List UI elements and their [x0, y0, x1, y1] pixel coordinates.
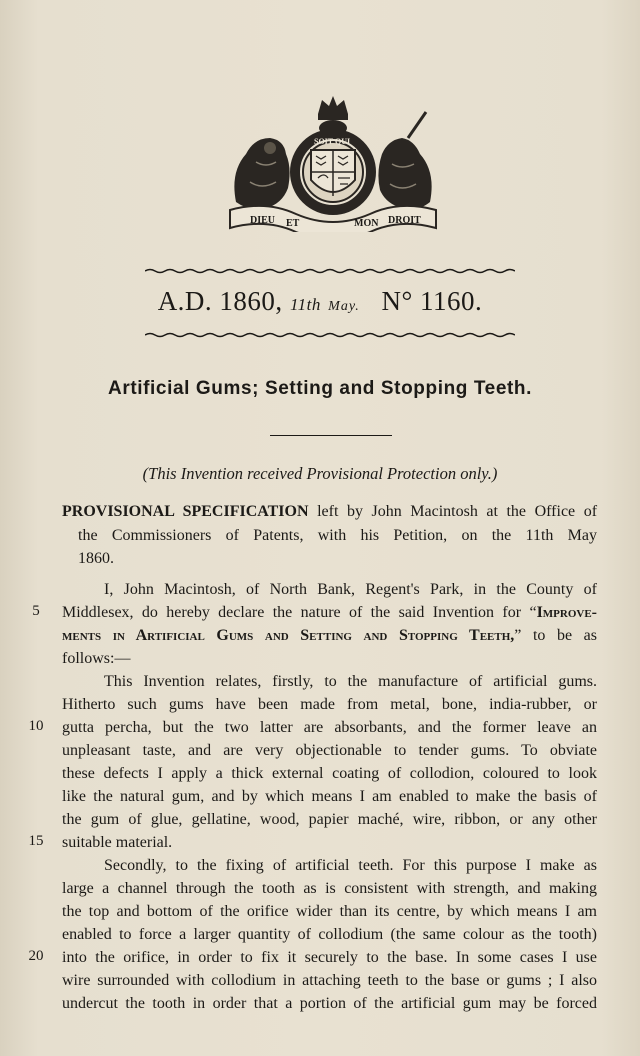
document-title: Artificial Gums; Setting and Stopping Teeth.	[108, 378, 532, 399]
body-text: ” to be as	[514, 627, 597, 644]
invention-title-part: Improve-	[536, 604, 597, 621]
body-line: suitable material.	[62, 834, 173, 851]
body-line: the top and bottom of the orifice wider than its centre, by which means I am	[62, 903, 597, 920]
body-text: Middlesex, do hereby declare the nature of the said Invention for “	[62, 604, 537, 621]
svg-text:ET: ET	[286, 218, 300, 229]
body-line: Hitherto such gums have been made from metal, bone, india-rubber, or	[62, 696, 597, 713]
body-line: into the orifice, in order to fix it securely to the base. In some cases I use	[62, 949, 597, 966]
body-line: these defects I apply a thick external coating of collodion, coloured to look	[62, 765, 597, 782]
spec-line-2: the Commissioners of Patents, with his Petition, on the 11th May	[78, 527, 597, 544]
provisional-note: (This Invention received Provisional Protection only.)	[142, 464, 498, 483]
spec-heading: PROVISIONAL SPECIFICATION	[62, 503, 309, 520]
body-line: wire surrounded with collodium in attaching teeth to the base or gums ; I also	[62, 972, 597, 989]
svg-text:DIEU: DIEU	[250, 215, 276, 226]
patent-header	[0, 286, 640, 317]
body-line: unpleasant taste, and are very objectionable to tender gums. To obviate	[62, 742, 597, 759]
body-line	[62, 601, 597, 624]
line-number: 10	[28, 718, 44, 734]
body-line: large a channel through the tooth as is consistent with strength, and making	[62, 880, 597, 897]
royal-coat-of-arms	[226, 92, 440, 232]
body-line: like the natural gum, and by which means I am enabled to make the basis of	[62, 788, 597, 805]
line-number: 20	[28, 948, 44, 964]
svg-text:MON: MON	[354, 218, 379, 229]
body-line: gutta percha, but the two latter are absorbants, and the former leave an	[62, 719, 597, 736]
body-line: follows:—	[62, 650, 131, 667]
spec-line-1	[62, 500, 597, 523]
patent-number: N° 1160.	[381, 286, 483, 316]
title-divider	[270, 435, 392, 436]
body-line: the gum of glue, gellatine, wood, papier maché, wire, ribbon, or any other	[62, 811, 597, 828]
spec-text-1: left by John Macintosh at the Office of	[317, 503, 598, 520]
spec-line-3: 1860.	[78, 550, 114, 567]
patent-month: May.	[328, 299, 360, 314]
svg-text:DROIT: DROIT	[388, 215, 421, 226]
decorative-rule-top	[145, 268, 515, 274]
invention-title-part: ments in Artificial Gums and Setting and Stopping Teeth,	[62, 627, 515, 644]
svg-text:SOIT QUI: SOIT QUI	[314, 137, 351, 146]
line-number: 5	[32, 603, 40, 619]
body-line: This Invention relates, firstly, to the manufacture of artificial gums.	[104, 673, 597, 690]
patent-date: 11th	[289, 295, 321, 314]
body-line: I, John Macintosh, of North Bank, Regent's Park, in the County of	[104, 581, 597, 598]
body-line: undercut the tooth in order that a portion of the artificial gum may be forced	[62, 995, 597, 1012]
ad-year: A.D. 1860,	[157, 286, 283, 316]
body-line: enabled to force a larger quantity of collodium (the same colour as the tooth)	[62, 926, 597, 943]
body-line: Secondly, to the fixing of artificial teeth. For this purpose I make as	[104, 857, 597, 874]
decorative-rule-bottom	[145, 332, 515, 338]
body-line	[62, 624, 597, 647]
line-number: 15	[28, 833, 44, 849]
